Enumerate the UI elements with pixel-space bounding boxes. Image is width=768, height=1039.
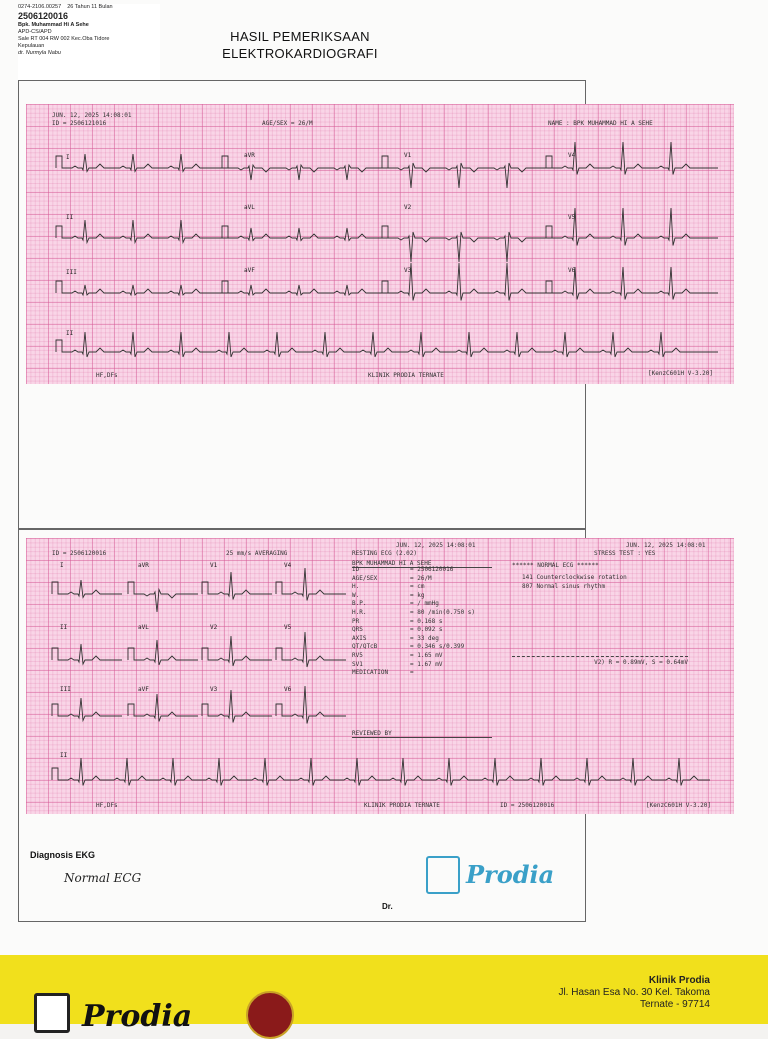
lead-label: I — [60, 562, 64, 569]
strip1-id: ID = 2506121016 — [52, 120, 107, 127]
strip1-datetime: JUN. 12, 2025 14:08:01 — [52, 112, 132, 119]
strip2-resting: RESTING ECG (2.02) — [352, 550, 418, 557]
ecg-lead-trace — [56, 154, 228, 172]
ecg-average-trace — [276, 632, 346, 667]
ecg-lead-trace — [546, 267, 718, 300]
ecg-average-trace — [276, 686, 346, 724]
measurement-value: = / mmHg — [410, 600, 439, 608]
prodia-logo-mark — [426, 856, 460, 894]
measurement-key: QT/QTcB — [352, 643, 378, 651]
ecg-lead-trace — [222, 281, 388, 295]
lab-number: 0274-2106.00257 — [18, 4, 62, 10]
lead-label: V3 — [210, 686, 218, 693]
ecg-average-trace — [52, 698, 122, 721]
lead-label: V5 — [568, 214, 576, 221]
strip1-filter: HF,DFs — [96, 372, 118, 379]
measurement-value: = 2506120016 — [410, 566, 454, 573]
clinic-street: Jl. Hasan Esa No. 30 Kel. Takoma — [558, 987, 710, 998]
measurement-key: H. — [352, 583, 360, 591]
lead-label: II — [66, 330, 74, 337]
diagnosis-label: Diagnosis EKG — [30, 850, 96, 860]
strip1-clinic: KLINIK PRODIA TERNATE — [368, 372, 444, 379]
ecg-average-trace — [52, 580, 122, 598]
lead-label: I — [66, 154, 70, 161]
ecg-average-trace — [128, 694, 198, 722]
patient-dept: APD-CS/APD — [18, 29, 52, 35]
ecg-average-trace — [128, 640, 198, 665]
lead-label: aVL — [138, 624, 149, 631]
lead-label: V1 — [210, 562, 218, 569]
lead-label: V4 — [284, 562, 292, 569]
measurement-value: = kg — [410, 591, 425, 599]
prodia-wordmark: Prodia — [466, 860, 555, 889]
ecg-average-trace — [202, 572, 272, 600]
strip2-speed: 25 mm/s AVERAGING — [226, 550, 288, 557]
ecg-average-trace — [202, 636, 272, 666]
measurement-value: = 1.67 mV — [410, 660, 443, 668]
measurement-key: RV5 — [352, 651, 363, 659]
ecg-lead-trace — [546, 142, 718, 175]
lead-label: aVL — [244, 204, 255, 211]
ecg-lead-trace — [222, 156, 388, 180]
lead-label: II — [60, 752, 68, 759]
measurement-value: = 0.346 s/0.399 — [410, 643, 465, 651]
ecg-lead-trace — [56, 220, 228, 243]
patient-id: 2506120016 — [18, 11, 69, 21]
ecg-lead-trace — [382, 156, 552, 188]
referring-doctor: dr. Nurmyla Nabu — [18, 50, 61, 56]
ecg-average-trace — [52, 644, 122, 664]
strip2-id: ID = 2506120016 — [52, 550, 107, 557]
measurement-value: = 1.65 mV — [410, 651, 443, 659]
strip2-filter: HF,DFs — [96, 802, 118, 809]
clinic-name: Klinik Prodia — [648, 975, 710, 986]
measurement-value: = 33 deg — [410, 634, 439, 642]
title-line-1: HASIL PEMERIKSAAN — [230, 29, 370, 44]
lead-label: V4 — [568, 152, 576, 159]
strip2-finding-1: 141 Counterclockwise rotation — [522, 574, 627, 581]
strip1-device: [KenzC601H V-3.20] — [648, 370, 714, 377]
ecg-lead-trace — [222, 226, 388, 241]
strip2-datetime-left: JUN. 12, 2025 14:08:01 — [396, 542, 476, 549]
reviewed-by: REVIEWED BY — [352, 730, 492, 738]
lead-label: aVR — [138, 562, 149, 569]
measurement-key: ID — [352, 566, 360, 573]
strip2-datetime-right: JUN. 12, 2025 14:08:01 — [626, 542, 706, 549]
measurement-key: W. — [352, 591, 360, 599]
strip2-stress: STRESS TEST : YES — [594, 550, 656, 557]
lead-label: V6 — [568, 267, 576, 274]
measurement-key: MEDICATION — [352, 669, 389, 677]
clinic-city: Ternate - 97714 — [639, 999, 710, 1010]
measurement-value: = 26/M — [410, 574, 432, 582]
measurement-key: SV1 — [352, 660, 363, 668]
ecg-lead-trace — [546, 208, 718, 246]
lead-label: aVR — [244, 152, 255, 159]
lead-label: III — [66, 269, 77, 276]
clinic-footer — [0, 955, 768, 1034]
patient-name: Bpk. Muhammad Hi A Sehe — [18, 22, 89, 28]
strip2-normal-ecg: ****** NORMAL ECG ****** — [512, 562, 599, 569]
lead-label: II — [60, 624, 68, 631]
measurement-key: AGE/SEX — [352, 574, 378, 582]
diagnosis-text: Normal ECG — [64, 871, 142, 885]
strip2-device: [KenzC601H V-3.20] — [646, 802, 712, 809]
top-brand-badge — [246, 991, 294, 1039]
strip2-id-bottom: ID = 2506120016 — [500, 802, 555, 809]
strip2-voltage: V2) R = 0.89mV, S = 0.64mV — [512, 656, 688, 666]
strip2-clinic: KLINIK PRODIA TERNATE — [364, 802, 440, 809]
measurement-value: = 80 /min(0.750 s) — [410, 608, 476, 616]
measurement-key: PR — [352, 617, 360, 625]
footer-prodia-wordmark: Prodia — [82, 999, 193, 1034]
ecg-lead-trace — [382, 263, 552, 301]
measurement-value: = 0.092 s — [410, 626, 443, 634]
ecg-lead-trace — [56, 281, 228, 295]
ecg-average-trace — [276, 568, 346, 601]
lead-label: II — [66, 214, 74, 221]
lead-label: V2 — [404, 204, 412, 211]
doctor-signature-label: Dr. — [382, 902, 393, 911]
measurement-key: B.P. — [352, 600, 367, 608]
lead-label: V3 — [404, 267, 412, 274]
patient-age: 26 Tahun 11 Bulan — [67, 4, 113, 10]
measurement-value: = 0.168 s — [410, 617, 443, 625]
ecg-rhythm-trace — [56, 332, 718, 357]
lead-label: aVF — [244, 267, 255, 274]
strip2-finding-2: 807 Normal sinus rhythm — [522, 583, 606, 590]
lead-label: V6 — [284, 686, 292, 693]
clinic-address — [558, 975, 710, 1011]
patient-address: Sale RT 004 RW 002 Kec.Oba Tidore — [18, 36, 110, 42]
ecg-lead-trace — [382, 226, 552, 262]
patient-address-2: Kepulauan — [18, 43, 45, 49]
measurement-value: = cm — [410, 583, 425, 591]
measurement-key: H.R. — [352, 608, 367, 616]
prodia-logo — [424, 852, 564, 898]
measurement-key: AXIS — [352, 634, 367, 642]
lead-label: aVF — [138, 686, 149, 693]
ecg-average-trace — [202, 690, 272, 723]
measurement-value: = — [410, 669, 414, 677]
lead-label: III — [60, 686, 71, 693]
ecg-rhythm-trace — [52, 758, 710, 786]
footer-prodia-logo-mark — [34, 993, 70, 1033]
ecg-average-trace — [128, 582, 198, 612]
strip1-age-sex: AGE/SEX = 26/M — [262, 120, 313, 127]
lead-label: V1 — [404, 152, 412, 159]
strip2-patient-name: BPK MUHAMMAD HI A SEHE — [352, 560, 492, 568]
measurement-key: QRS — [352, 626, 363, 634]
lead-label: V5 — [284, 624, 292, 631]
lead-label: V2 — [210, 624, 218, 631]
title-line-2: ELEKTROKARDIOGRAFI — [222, 46, 378, 61]
strip1-patient-name: NAME : BPK MUHAMMAD HI A SEHE — [548, 120, 653, 127]
